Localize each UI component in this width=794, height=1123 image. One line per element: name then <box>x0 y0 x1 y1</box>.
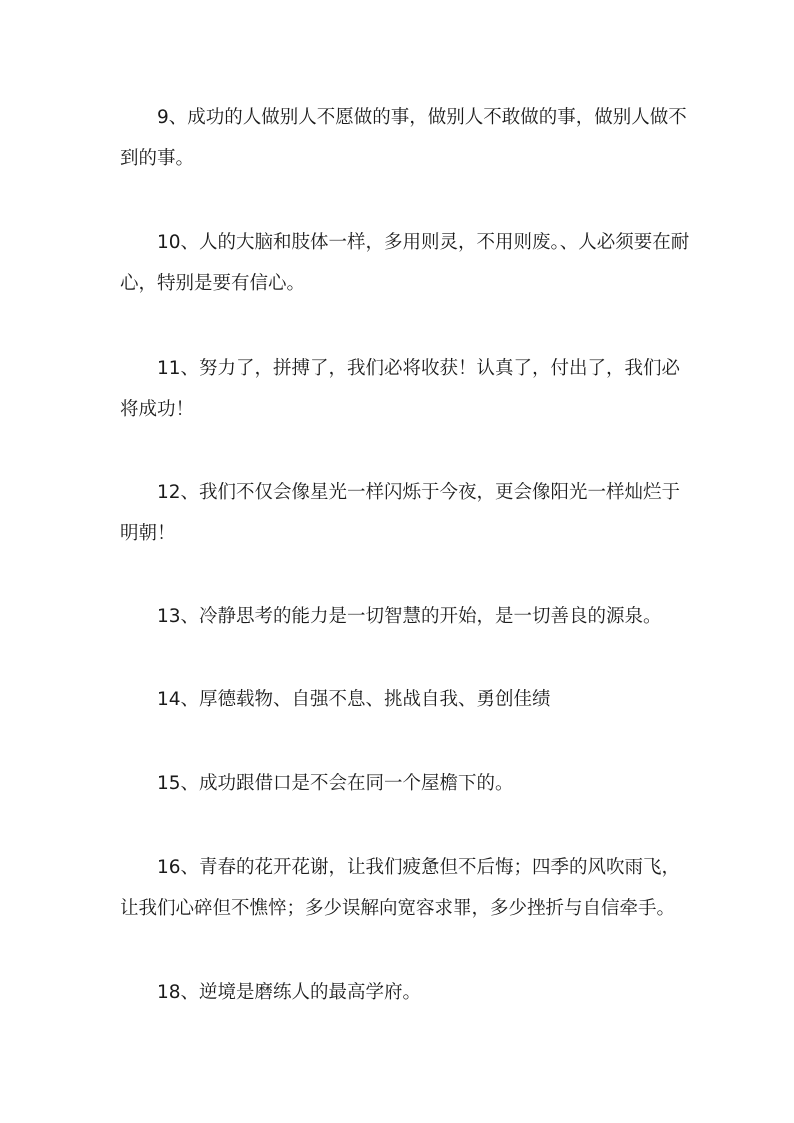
paragraph-15: 15、成功跟借口是不会在同一个屋檐下的。 <box>157 773 514 794</box>
paragraph-12: 12、我们不仅会像星光一样闪烁于今夜，更会像阳光一样灿烂于明朝！ <box>120 482 681 544</box>
paragraph-16: 16、青春的花开花谢，让我们疲惫但不后悔；四季的风吹雨飞，让我们心碎但不憔悴；多少误解向宽容求罪，多少挫折与自信牵手。 <box>120 857 681 919</box>
paragraph-9: 9、成功的人做别人不愿做的事，做别人不敢做的事，做别人做不到的事。 <box>120 107 687 169</box>
paragraph-13: 13、冷静思考的能力是一切智慧的开始，是一切善良的源泉。 <box>157 606 662 627</box>
paragraph-11: 11、努力了，拼搏了，我们必将收获！认真了，付出了，我们必将成功！ <box>120 358 681 420</box>
paragraph-14: 14、厚德载物、自强不息、挑战自我、勇创佳绩 <box>157 689 551 710</box>
paragraph-18: 18、逆境是磨练人的最高学府。 <box>157 982 422 1003</box>
paragraph-10: 10、人的大脑和肢体一样，多用则灵，不用则废。、人必须要在耐心，特别是要有信心。 <box>120 232 690 294</box>
